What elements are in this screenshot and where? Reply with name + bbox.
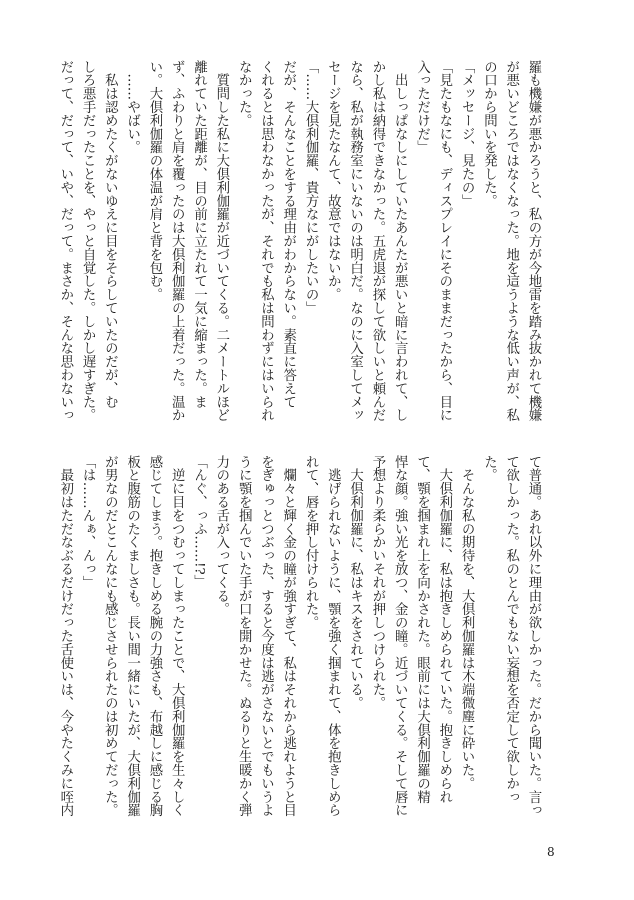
text-line: た。 — [481, 455, 497, 482]
text-line: れて、唇を押し付けられた。 — [303, 455, 319, 630]
text-line: しろ悪手だったことを、やっと自覚した。しかし遅すぎた。 — [80, 60, 96, 422]
text-line: 感じてしまう。抱きしめる腕の力強さも、布越しに感じる胸 — [146, 455, 162, 817]
text-line: い。大倶利伽羅の体温が肩と背を包む。 — [146, 60, 162, 302]
text-line: 力のある舌が入ってくる。 — [213, 455, 229, 616]
text-line: て普通。あれ以外に理由が欲しかった。だから聞いた。言っ — [526, 455, 541, 817]
text-line: 最初はただなぶるだけだった舌使いは、今やたくみに咥内 — [57, 455, 73, 817]
text-line: そんな私の期待を、大倶利伽羅は木端微塵に砕いた。 — [459, 455, 475, 790]
text-line: 出しっぱなしにしていたあんたが悪いと暗に言われて、し — [392, 60, 408, 422]
text-line: が悪いどころではなくなった。地を這うような低い声が、私 — [503, 60, 519, 422]
text-block-bottom — [57, 455, 544, 817]
text-line: 私は認めたくがないゆえに目をそらしていたのだが、む — [102, 60, 118, 409]
text-line: 逃げられないように、顎を強く掴まれて、体を抱きしめら — [325, 455, 341, 817]
text-line: だって、だって、いや、だって。まさか、そんな思わないっ — [57, 60, 73, 422]
text-line: 爛々と輝く金の瞳が強すぎて、私はそれから逃れようと目 — [280, 455, 296, 817]
page-number: 8 — [547, 845, 555, 859]
text-line: 「んぐ、っふ……!?」 — [191, 455, 207, 589]
text-line: て、顎を掴まれ上を向かされた。眼前には大倶利伽羅の精 — [414, 455, 430, 804]
text-line: くれるとは思わなかったが、それでも私は問わずにはいられ — [258, 60, 274, 422]
text-line: なら、私が執務室にいないのは明白だ。なのに入室してメッ — [347, 60, 363, 422]
text-line: ……やばい。 — [124, 60, 140, 154]
text-line: 予想より柔らかいそれが押しつけられた。 — [369, 455, 385, 710]
text-line: をぎゅっとつぶった、すると今度は逃がさないとでもいうよ — [258, 455, 274, 817]
text-line: 質問した私に大倶利伽羅が近づいてくる。二メートルほど — [213, 60, 229, 422]
text-line: かし私は納得できなかった。五虎退が探して欲しいと頼んだ — [369, 60, 385, 422]
text-line: の口から問いを発した。 — [481, 60, 497, 208]
text-line: 「見たもなにも、ディスプレイにそのままだったから、目に — [436, 60, 452, 422]
text-line: ず、ふわりと肩を覆ったのは大倶利伽羅の上着だった。温か — [169, 60, 185, 422]
text-line: 羅も機嫌が悪かろうと、私の方が今地雷を踏み抜かれて機嫌 — [526, 60, 541, 422]
text-line: セージを見たなんて、故意ではないか。 — [325, 60, 341, 302]
text-line: うに顎を掴んでいた手が口を開かせた。ぬるりと生暖かく弾 — [236, 455, 252, 817]
text-line: 「……大倶利伽羅、貴方なにがしたいの」 — [303, 60, 319, 315]
text-line: て欲しかった。私のとんでもない妄想を否定して欲しかっ — [503, 455, 519, 804]
text-line: 逆に目をつむってしまったことで、大倶利伽羅を生々しく — [169, 455, 185, 817]
text-line: なかった。 — [236, 60, 252, 127]
text-line: が男なのだとこんなにも感じさせられたのは初めてだった。 — [102, 455, 118, 817]
text-line: 板と腹筋のたくましさも。長い間一緒にいたが、大倶利伽羅 — [124, 455, 140, 817]
text-line: 「メッセージ、見たの」 — [459, 60, 475, 208]
text-block-top — [57, 60, 544, 422]
text-line: だが、そんなことをする理由がわからない。素直に答えて — [280, 60, 296, 409]
text-line: 「は……んぁ、んっ」 — [80, 455, 96, 589]
text-line: 悍な顔。強い光を放つ、金の瞳。近づいてくる。そして唇に — [392, 455, 408, 817]
text-line: 大倶利伽羅に、私は抱きしめられていた。抱きしめられ — [436, 455, 452, 804]
text-line: 大倶利伽羅に、私はキスをされている。 — [347, 455, 363, 710]
text-line: 入っただけだ」 — [414, 60, 430, 154]
text-line: 離れていた距離が、目の前に立たれて一気に縮まった。ま — [191, 60, 207, 409]
